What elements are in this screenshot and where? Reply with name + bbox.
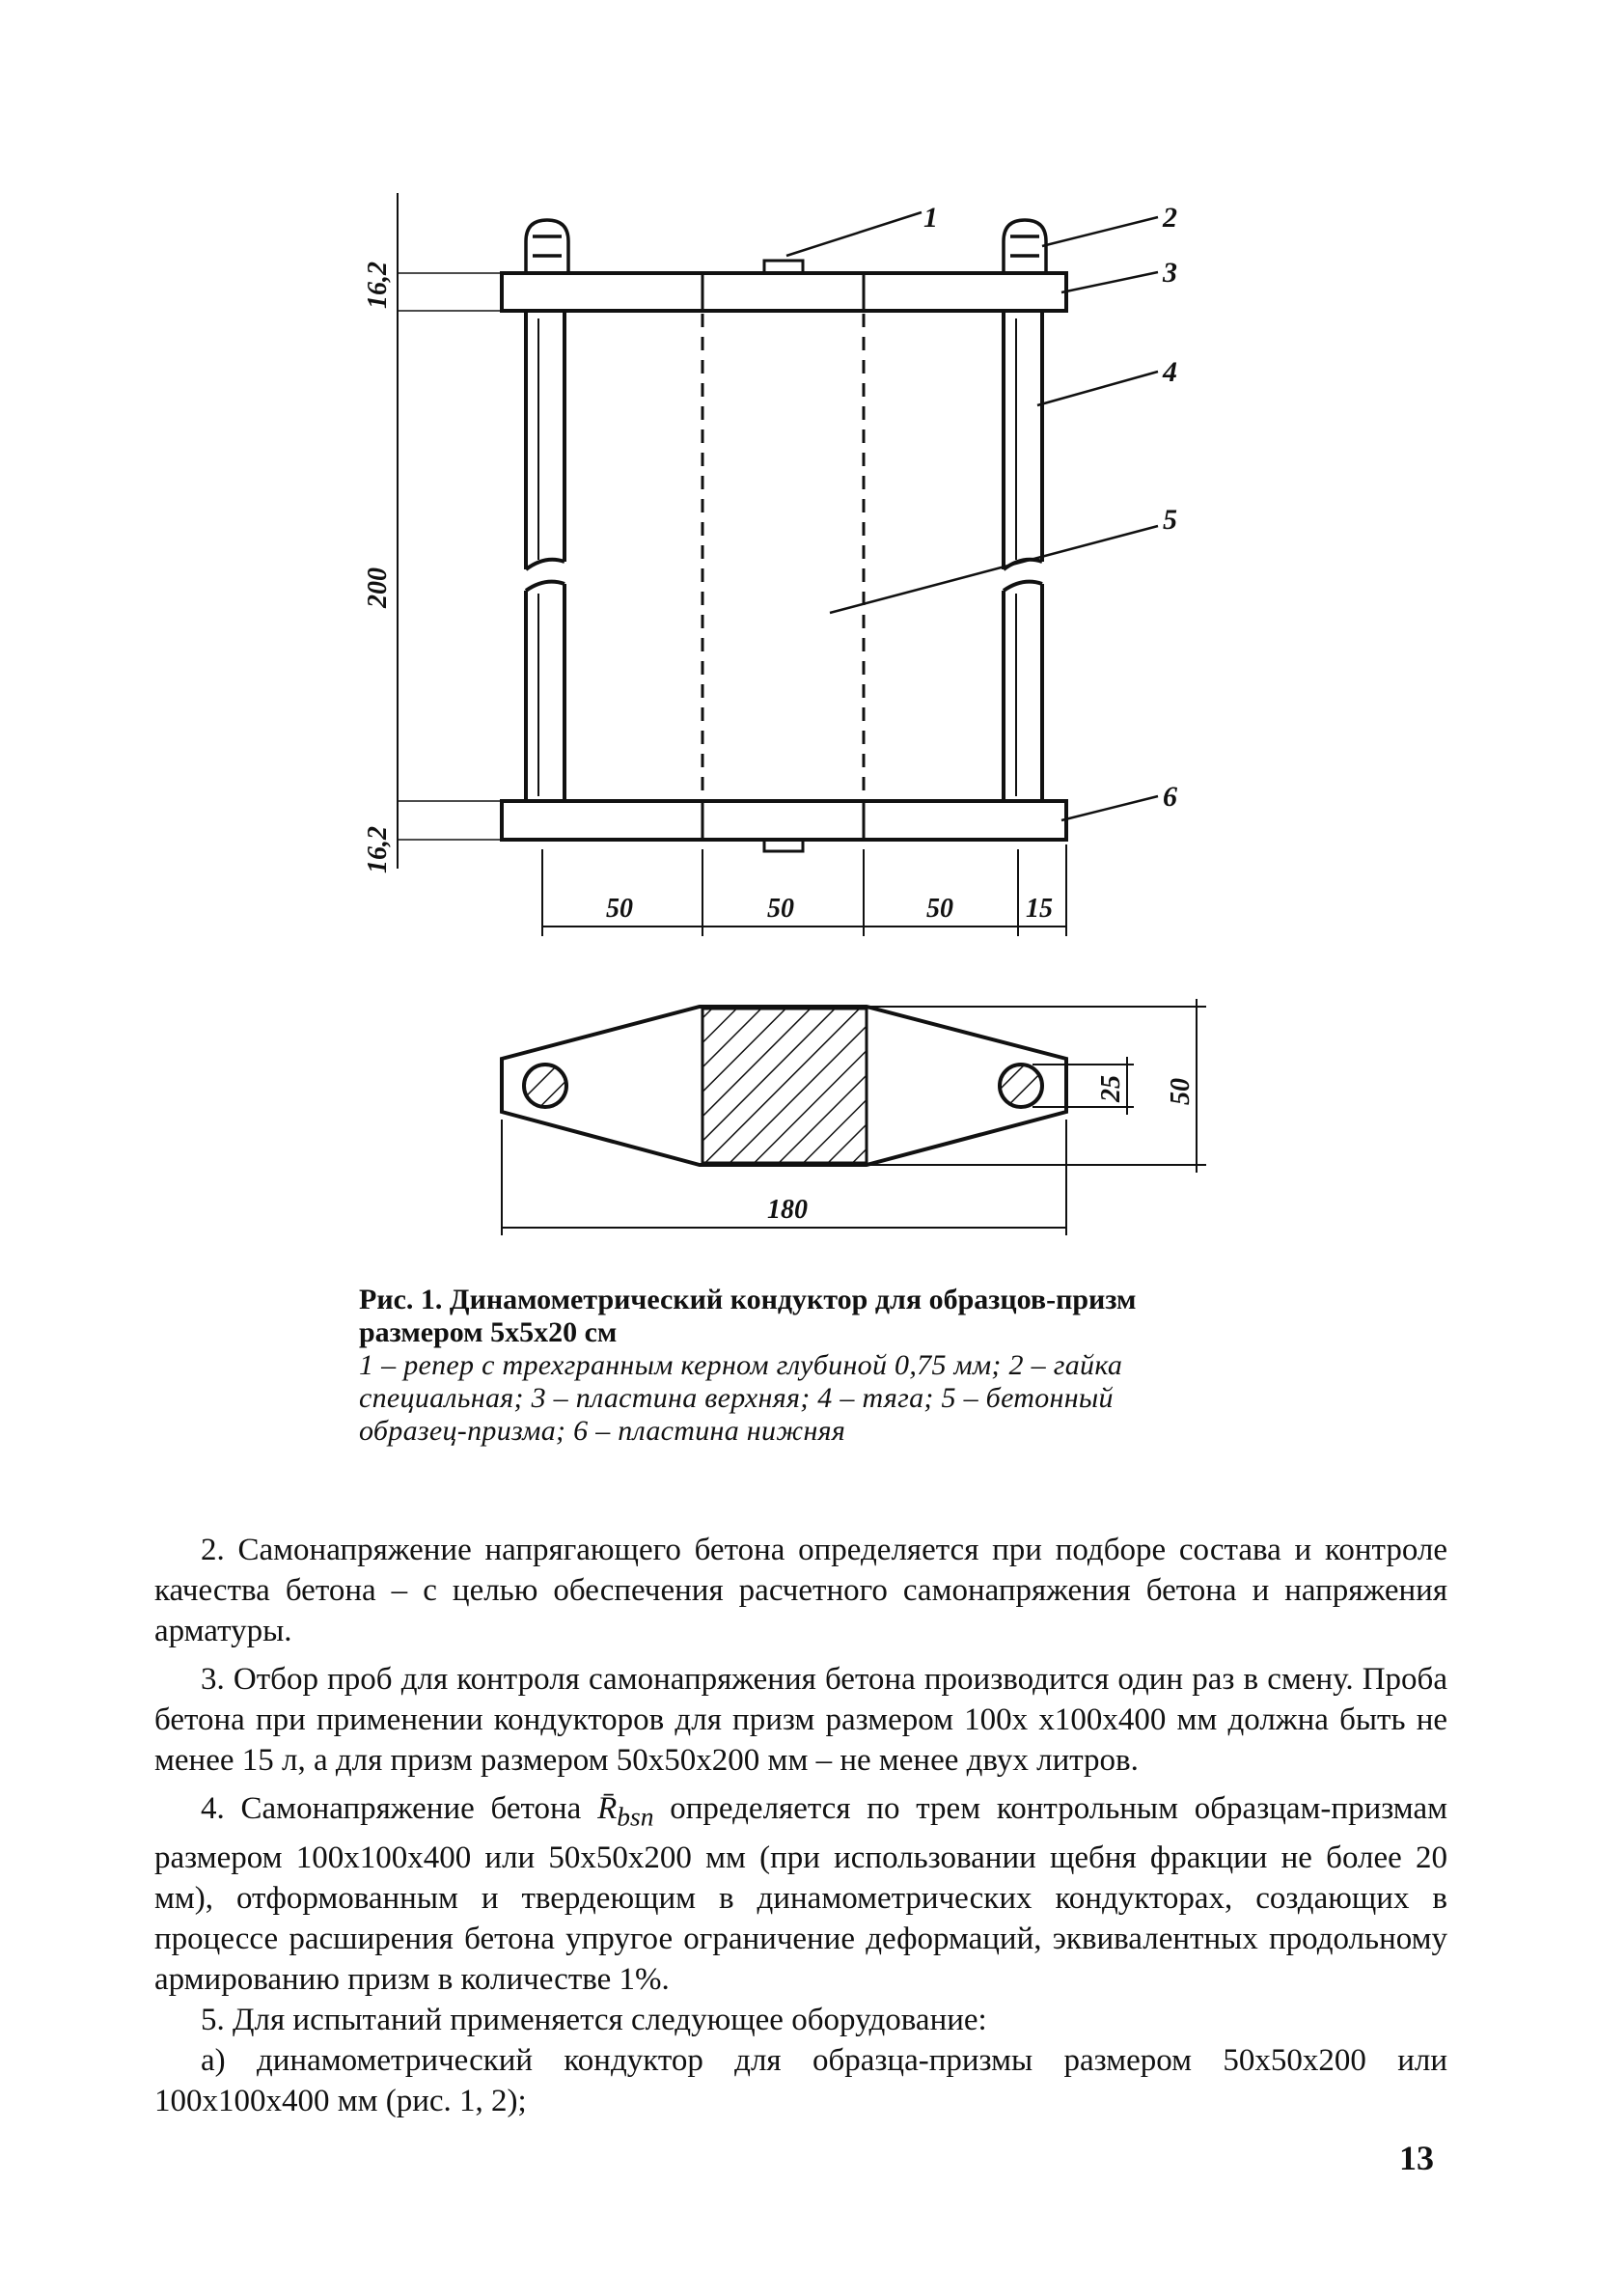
elevation-dimensions xyxy=(363,262,1053,924)
rod-hole-right xyxy=(1000,1065,1042,1107)
page-number: 13 xyxy=(1399,2139,1434,2177)
figure-caption xyxy=(359,1284,1170,1448)
bottom-plate xyxy=(502,801,1066,840)
paragraph-2: 2. Самонапряжение напрягающего бетона определяется при подборе состава и контроле качества бетона – с целью обеспечения расчетного самонапряжения бетона и напряжения арматуры. xyxy=(154,1533,1447,1648)
rod-left xyxy=(526,311,564,801)
nut-left xyxy=(526,220,568,273)
dim-edge: 15 xyxy=(1026,894,1053,924)
dim-segment-2: 50 xyxy=(767,894,794,924)
paragraph-4-end: определяется по трем контрольным образцам-призмам размером 100х100х400 или 50х50х200 мм (при использовании щебня фракции не более 20 мм), отформованным и твердеющим в динамометрических кондукторах, создающих в процессе расширения бетона упругое ограничение деформаций, эквивалентных продольному армированию призм в количестве 1%. xyxy=(154,1791,1447,1997)
dim-height: 200 xyxy=(363,567,393,608)
plan-view xyxy=(502,999,1206,1235)
callout-4: 4 xyxy=(1163,356,1177,388)
rod-hole-left xyxy=(524,1065,566,1107)
dim-bottom-plate: 16,2 xyxy=(363,826,393,873)
dim-segment-3: 50 xyxy=(926,894,953,924)
dim-top-plate: 16,2 xyxy=(363,262,393,309)
elevation-view xyxy=(398,193,1158,936)
body-text xyxy=(154,1530,1447,2129)
dim-hole: 25 xyxy=(1096,1075,1126,1102)
callout-2: 2 xyxy=(1163,202,1177,234)
rod-right xyxy=(1004,311,1042,801)
callout-1: 1 xyxy=(923,202,938,234)
top-plate xyxy=(502,273,1066,311)
paragraph-5: 5. Для испытаний применяется следующее оборудование: xyxy=(201,2002,987,2037)
prism-section xyxy=(702,1009,867,1163)
nut-right xyxy=(1004,220,1046,273)
rbsn-subscript: bsn xyxy=(617,1801,654,1832)
callout-3: 3 xyxy=(1163,257,1177,289)
paragraph-4-start: 4. Самонапряжение бетона xyxy=(201,1791,598,1826)
callout-numbers xyxy=(923,202,1177,813)
paragraph-5a: а) динамометрический кондуктор для образца-призмы размером 50х50х200 или 100х100х400 мм (рис. 1, 2); xyxy=(154,2042,1447,2118)
caption-legend: 1 – репер с трехгранным керном глубиной 0,75 мм; 2 – гайка специальная; 3 – пластина верхняя; 4 – тяга; 5 – бетонный образец-призма; 6 – пластина нижняя xyxy=(359,1349,1123,1447)
callout-6: 6 xyxy=(1163,781,1177,813)
dim-plan-width: 180 xyxy=(767,1195,808,1225)
rbsn-symbol: R̄ xyxy=(597,1791,618,1826)
caption-title: Рис. 1. Динамометрический кондуктор для образцов-призм размером 5х5х20 см xyxy=(359,1284,1137,1348)
dim-plan-height: 50 xyxy=(1166,1078,1196,1105)
paragraph-3: 3. Отбор проб для контроля самонапряжения бетона производится один раз в смену. Проба бетона при применении кондукторов для призм размером 100х х100х400 мм должна быть не менее 15 л, а для призм размером 50х50х200 мм – не менее двух литров. xyxy=(154,1662,1447,1778)
dim-segment-1: 50 xyxy=(606,894,633,924)
paragraph-4 xyxy=(154,1788,1447,2000)
callout-5: 5 xyxy=(1163,504,1177,536)
